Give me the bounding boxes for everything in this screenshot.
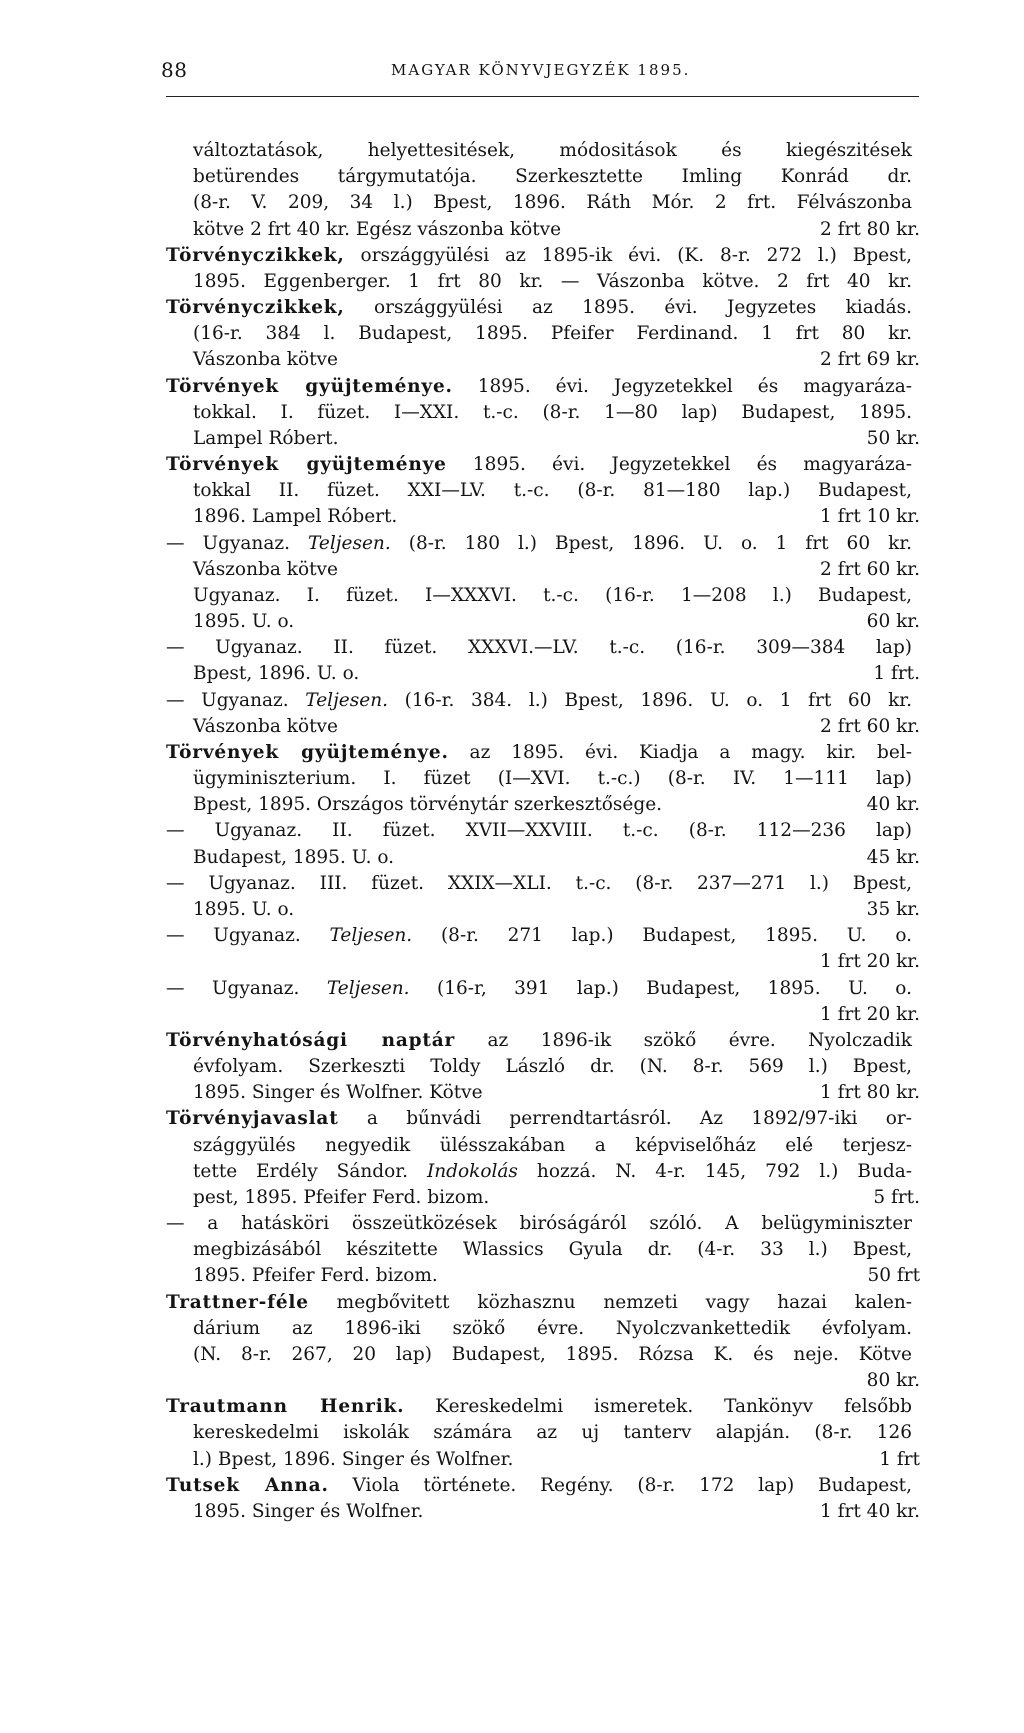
entry-italic: Teljesen.	[329, 925, 413, 947]
entry-line	[166, 1420, 920, 1446]
entry-body: évfolyam. Szerkeszti Toldy László dr. (N. 8-r. 569 l.) Bpest,	[193, 1056, 912, 1078]
entry-body: — Ugyanaz. II. füzet. XXXVI.—LV. t.-c. (16-r. 309—384 lap)	[166, 637, 912, 659]
entry-body: pest, 1895. Pfeifer Ferd. bizom.	[193, 1186, 490, 1208]
entry-body: Vászonba kötve	[193, 349, 338, 371]
entry-line	[166, 1159, 920, 1185]
entry-price: 2 frt 60 kr.	[820, 715, 920, 737]
entry-line	[166, 1133, 920, 1159]
entry-body: tokkal II. füzet. XXI—LV. t.-c. (8-r. 81—180 lap.) Budapest,	[193, 480, 912, 502]
entry-text	[166, 635, 920, 661]
entry-price: 1 frt 40 kr.	[820, 1500, 920, 1522]
entry-line	[166, 1237, 920, 1263]
entry-headword: Törvények gyüjteménye.	[166, 741, 449, 763]
entry-text	[193, 661, 873, 687]
entry-headword: Törvények gyüjteménye.	[166, 375, 453, 397]
entry-line	[166, 374, 920, 400]
entry-text	[193, 1499, 820, 1525]
entry-line	[166, 1394, 920, 1420]
entry-line	[166, 426, 920, 452]
entry-body-cont: hozzá. N. 4-r. 145, 792 l.) Buda-	[517, 1160, 912, 1182]
entry-text	[193, 478, 920, 504]
entry-line	[166, 714, 920, 740]
entry-text	[193, 1420, 920, 1446]
entry-price: 60 kr.	[866, 611, 920, 633]
entry-price: 1 frt 80 kr.	[820, 1082, 920, 1104]
entry-body: megbővitett közhasznu nemzeti vagy hazai kalen-	[308, 1291, 912, 1313]
entry-line	[166, 1106, 920, 1132]
entry-text	[193, 504, 820, 530]
entry-body: tokkal. I. füzet. I—XXI. t.-c. (8-r. 1—80 lap) Budapest, 1895.	[193, 401, 912, 423]
entry-body: 1895. U. o.	[193, 898, 295, 920]
entry-italic: Teljesen.	[326, 977, 410, 999]
entry-text	[193, 714, 820, 740]
entry-line	[166, 818, 920, 844]
entry-headword: Törvényczikkek,	[166, 297, 345, 319]
entry-text	[193, 190, 920, 216]
entry-line	[166, 243, 920, 269]
entry-body: Bpest, 1896. U. o.	[193, 663, 360, 685]
entry-body: (N. 8-r. 267, 20 lap) Budapest, 1895. Rózsa K. és neje. Kötve	[193, 1343, 912, 1365]
entry-text	[166, 1211, 920, 1237]
entry-body: Vászonba kötve	[193, 558, 338, 580]
entry-body: 1895. Singer és Wolfner. Kötve	[193, 1082, 483, 1104]
entry-text	[166, 976, 920, 1002]
entry-body: l.) Bpest, 1896. Singer és Wolfner.	[193, 1448, 514, 1470]
entry-price: 80 kr.	[866, 1370, 920, 1392]
entry-text	[193, 217, 820, 243]
entry-line	[166, 557, 920, 583]
entry-line	[166, 740, 920, 766]
entry-body: 1895. Pfeifer Ferd. bizom.	[193, 1265, 438, 1287]
entry-body: kereskedelmi iskolák számára az uj tanterv alapján. (8-r. 126	[193, 1422, 912, 1444]
entry-headword: Trautmann Henrik.	[166, 1396, 405, 1418]
entry-line	[166, 269, 920, 295]
entry-price: 35 kr.	[866, 898, 920, 920]
entry-body: változtatások, helyettesitések, módositások és kiegészitések	[193, 140, 912, 161]
entry-text	[193, 1159, 920, 1185]
entry-text	[193, 426, 867, 452]
entry-line	[166, 190, 920, 216]
entry-price: 1 frt 10 kr.	[820, 506, 920, 528]
entry-text	[166, 740, 920, 766]
entry-text	[193, 138, 920, 164]
entry-body: — a hatásköri összeütközések biróságáról szóló. A belügyminiszter	[166, 1213, 912, 1235]
entry-headword: Trattner-féle	[166, 1291, 309, 1313]
entry-line	[166, 138, 920, 164]
entry-body: — Ugyanaz.	[166, 925, 330, 947]
entry-body: 1895. Eggenberger. 1 frt 80 kr. — Vászonba kötve. 2 frt 40 kr.	[193, 270, 912, 292]
entry-line	[166, 1263, 920, 1289]
entry-text	[166, 1028, 920, 1054]
entry-body: (8-r. V. 209, 34 l.) Bpest, 1896. Ráth Mór. 2 frt. Félvászonba	[193, 192, 912, 214]
entry-body: a bűnvádi perrendtartásról. Az 1892/97-iki or-	[338, 1108, 912, 1130]
entry-text	[193, 557, 820, 583]
entry-body: betürendes tárgymutatója. Szerkesztette Imling Konrád dr.	[193, 166, 912, 188]
entry-text	[166, 1290, 920, 1316]
entry-text	[193, 1133, 920, 1159]
entry-text	[193, 609, 867, 635]
entry-body-cont: (8-r. 180 l.) Bpest, 1896. U. o. 1 frt 60 kr.	[390, 532, 913, 554]
entry-line	[166, 504, 920, 530]
entry-line	[166, 1499, 920, 1525]
entry-headword: Tutsek Anna.	[166, 1474, 329, 1496]
entry-text	[193, 1054, 920, 1080]
entry-text	[193, 845, 867, 871]
entry-line	[166, 1447, 920, 1473]
entry-text	[193, 1316, 920, 1342]
entry-price: 40 kr.	[866, 794, 920, 816]
entry-line	[166, 1002, 920, 1028]
entry-text	[166, 688, 920, 714]
entry-price: 1 frt 20 kr.	[820, 951, 920, 973]
entry-text	[166, 818, 920, 844]
entry-body: Lampel Róbert.	[193, 427, 339, 449]
entry-price: 2 frt 69 kr.	[820, 349, 920, 371]
entry-line	[166, 400, 920, 426]
entry-price: 45 kr.	[866, 846, 920, 868]
entry-text	[166, 531, 920, 557]
entry-italic: Teljesen.	[308, 532, 391, 554]
entry-body: tette Erdély Sándor.	[193, 1160, 427, 1182]
entry-text	[166, 1394, 920, 1420]
entry-italic: Teljesen.	[305, 689, 388, 711]
entry-line	[166, 1316, 920, 1342]
entry-headword: Törvények gyüjteménye	[166, 454, 447, 476]
entry-text	[166, 923, 920, 949]
entry-price: 1 frt 20 kr.	[820, 1003, 920, 1025]
entry-body: országgyülési az 1895. évi. Jegyzetes kiadás.	[344, 297, 912, 319]
entry-body-cont: (16-r, 391 lap.) Budapest, 1895. U. o.	[409, 977, 912, 999]
entry-body: kötve 2 frt 40 kr. Egész vászonba kötve	[193, 218, 562, 240]
entry-line	[166, 531, 920, 557]
entry-line	[166, 452, 920, 478]
entry-body: — Ugyanaz. II. füzet. XVII—XXVIII. t.-c. (8-r. 112—236 lap)	[166, 820, 912, 842]
entry-body: 1895. évi. Jegyzetekkel és magyaráza-	[452, 375, 912, 397]
entry-body: Viola története. Regény. (8-r. 172 lap) Budapest,	[328, 1474, 912, 1496]
entry-italic: Indokolás	[426, 1160, 518, 1182]
entry-line	[166, 1080, 920, 1106]
entry-body: Kereskedelmi ismeretek. Tankönyv felsőbb	[404, 1396, 912, 1418]
entry-text	[166, 243, 920, 269]
entry-body-cont: (8-r. 271 lap.) Budapest, 1895. U. o.	[412, 925, 913, 947]
entry-price: 5 frt.	[873, 1186, 920, 1208]
entry-price: 50 kr.	[866, 427, 920, 449]
entry-body: ügyminiszterium. I. füzet (I—XVI. t.-c.) (8-r. IV. 1—111 lap)	[193, 768, 912, 790]
entry-line	[166, 949, 920, 975]
entry-text	[193, 321, 920, 347]
entry-body: megbizásából készitette Wlassics Gyula dr. (4-r. 33 l.) Bpest,	[193, 1239, 912, 1261]
entry-line	[166, 164, 920, 190]
entry-text	[193, 766, 920, 792]
entry-line	[166, 1054, 920, 1080]
entry-body: — Ugyanaz.	[166, 532, 309, 554]
entry-line	[166, 217, 920, 243]
entry-body: 1896. Lampel Róbert.	[193, 506, 398, 528]
entry-body: Vászonba kötve	[193, 715, 338, 737]
entry-body: az 1896-ik szökő évre. Nyolczadik	[455, 1029, 912, 1051]
page-number: 88	[161, 58, 188, 82]
entry-headword: Törvényczikkek,	[166, 244, 345, 266]
entry-text	[193, 1185, 873, 1211]
entry-text	[166, 1473, 920, 1499]
entry-line	[166, 321, 920, 347]
entry-body: 1895. évi. Jegyzetekkel és magyaráza-	[446, 454, 912, 476]
entry-text	[193, 1263, 867, 1289]
entry-body: — Ugyanaz.	[166, 689, 306, 711]
entry-text	[193, 897, 867, 923]
entry-line	[166, 661, 920, 687]
entry-body: országgyülési az 1895-ik évi. (K. 8-r. 272 l.) Bpest,	[344, 244, 912, 266]
entry-body: Budapest, 1895. U. o.	[193, 846, 395, 868]
entry-line	[166, 1290, 920, 1316]
entry-body: (16-r. 384 l. Budapest, 1895. Pfeifer Ferdinand. 1 frt 80 kr.	[193, 323, 912, 345]
entry-line	[166, 1185, 920, 1211]
entry-line	[166, 635, 920, 661]
entry-line	[166, 1342, 920, 1368]
entry-text	[193, 1447, 879, 1473]
entry-body: dárium az 1896-iki szökő évre. Nyolczvankettedik évfolyam.	[193, 1317, 912, 1339]
entry-text	[193, 792, 867, 818]
entry-text	[166, 871, 920, 897]
entry-body-cont: (16-r. 384. l.) Bpest, 1896. U. o. 1 frt 60 kr.	[388, 689, 913, 711]
entry-line	[166, 583, 920, 609]
entry-text	[166, 295, 920, 321]
entry-price: 2 frt 60 kr.	[820, 558, 920, 580]
entry-text	[166, 374, 920, 400]
entry-text	[193, 1342, 920, 1368]
entry-line	[166, 295, 920, 321]
entry-text	[166, 452, 920, 478]
entry-text	[193, 164, 920, 190]
entry-body: az 1895. évi. Kiadja a magy. kir. bel-	[448, 741, 913, 763]
entry-line	[166, 845, 920, 871]
entry-text	[193, 583, 920, 609]
entry-line	[166, 923, 920, 949]
entry-line	[166, 478, 920, 504]
entry-headword: Törvényjavaslat	[166, 1108, 339, 1130]
catalog-entries	[166, 138, 920, 1525]
running-title: MAGYAR KÖNYVJEGYZÉK 1895.	[391, 61, 691, 79]
entry-line	[166, 347, 920, 373]
entry-text	[166, 1106, 920, 1132]
header-rule	[166, 96, 919, 97]
entry-body: — Ugyanaz.	[166, 977, 327, 999]
entry-body: szággyülés negyedik ülésszakában a képviselőház elé terjesz-	[193, 1134, 912, 1156]
entry-text	[193, 269, 920, 295]
entry-line	[166, 1473, 920, 1499]
entry-price: 1 frt.	[873, 663, 920, 685]
entry-price: 50 frt	[867, 1265, 920, 1287]
entry-body: Bpest, 1895. Országos törvénytár szerkesztősége.	[193, 794, 663, 816]
entry-body: Ugyanaz. I. füzet. I—XXXVI. t.-c. (16-r. 1—208 l.) Budapest,	[193, 584, 912, 606]
entry-line	[166, 976, 920, 1002]
entry-text	[193, 400, 920, 426]
entry-text	[193, 1080, 820, 1106]
entry-text	[193, 1237, 920, 1263]
entry-headword: Törvényhatósági naptár	[166, 1029, 456, 1051]
entry-line	[166, 871, 920, 897]
entry-body: — Ugyanaz. III. füzet. XXIX—XLI. t.-c. (8-r. 237—271 l.) Bpest,	[166, 872, 912, 894]
page-header	[161, 58, 921, 88]
entry-line	[166, 792, 920, 818]
entry-line	[166, 897, 920, 923]
entry-body: 1895. Singer és Wolfner.	[193, 1500, 424, 1522]
entry-price: 1 frt	[879, 1448, 920, 1470]
entry-line	[166, 1211, 920, 1237]
entry-line	[166, 766, 920, 792]
entry-price: 2 frt 80 kr.	[820, 218, 920, 240]
entry-body: 1895. U. o.	[193, 611, 295, 633]
entry-text	[193, 347, 820, 373]
entry-line	[166, 1028, 920, 1054]
entry-line	[166, 1368, 920, 1394]
entry-line	[166, 688, 920, 714]
entry-line	[166, 609, 920, 635]
